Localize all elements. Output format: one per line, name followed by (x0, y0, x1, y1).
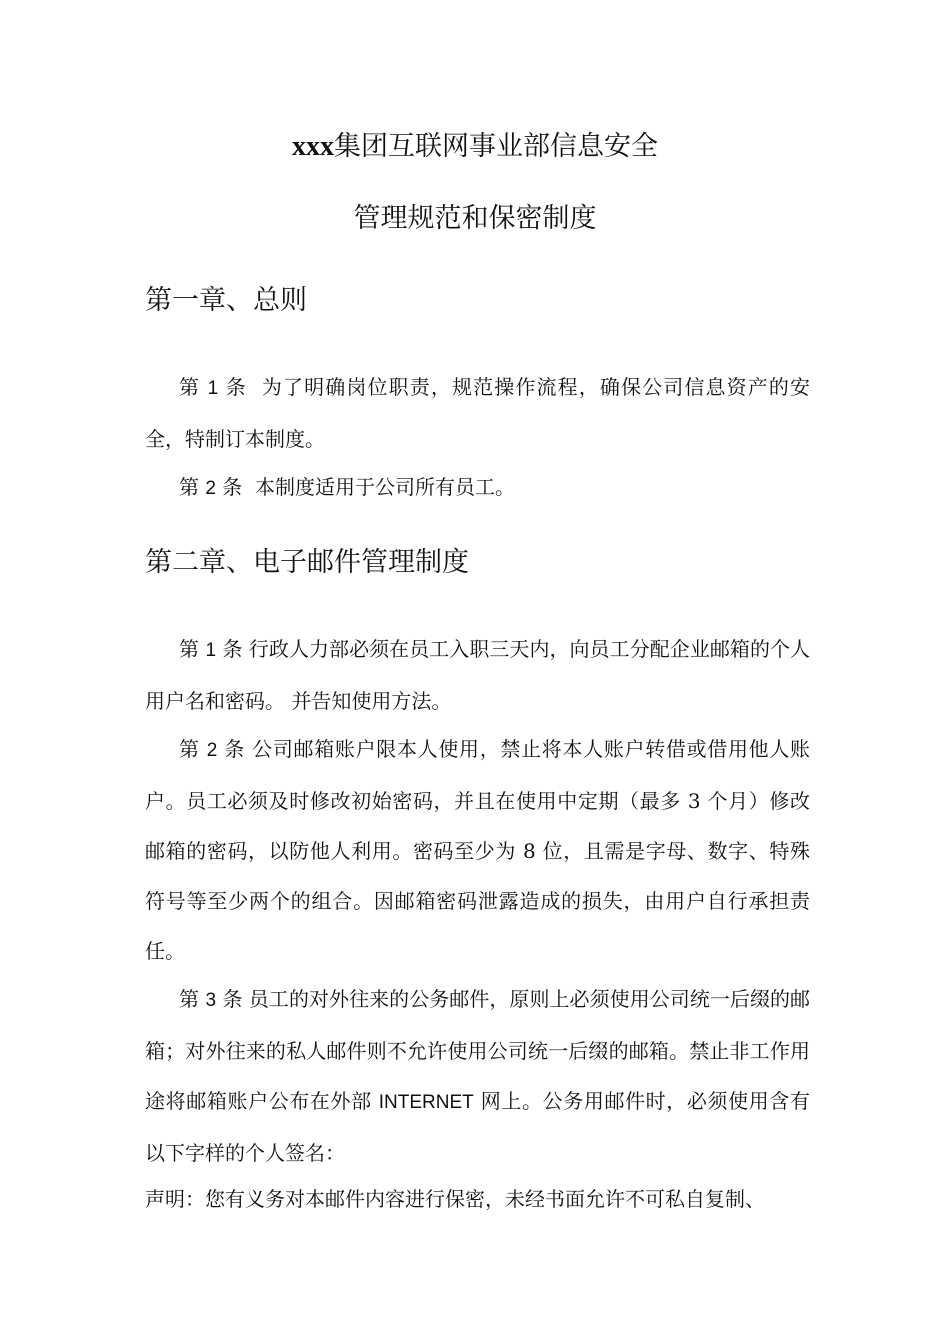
article-paragraph (145, 462, 810, 514)
title-prefix: xxx (292, 131, 334, 162)
article-label: 第 2 条 (179, 737, 246, 761)
article-paragraph (145, 974, 810, 1178)
article-label: 第 1 条 (179, 375, 247, 399)
article-label: 第 2 条 (179, 475, 243, 499)
article-text: 公司邮箱账户限本人使用，禁止将本人账户转借或借用他人账户。员工必须及时修改初始密码，并且在使用中定期（最多 3 个月）修改邮箱的密码，以防他人利用。密码至少为 8 位，且需是字母、数字、特殊符号等至少两个的组合。因邮箱密码泄露造成的损失，由用户自行承担责任。 (145, 737, 811, 963)
article-text-latin: INTERNET (378, 1092, 474, 1113)
article-label: 第 3 条 (179, 987, 243, 1011)
document-title-line-1 (0, 130, 950, 164)
article-text: 为了明确岗位职责，规范操作流程，确保公司信息资产的安全，特制订本制度。 (145, 375, 811, 451)
article-text: 员工的对外往来的公务邮件，原则上必须使用公司统一后缀的邮箱；对外往来的私人邮件则不允许使用公司统一后缀的邮箱。禁止非工作用途将邮箱账户公布在外部 INTERNET 网上。公务用邮件时，必须使用含有以下字样的个人签名： (145, 987, 811, 1165)
title-rest: 集团互联网事业部信息安全 (334, 131, 658, 162)
article-paragraph (145, 624, 810, 726)
article-paragraph (145, 724, 810, 976)
article-paragraph (145, 362, 810, 464)
article-label: 第 1 条 (179, 637, 243, 661)
email-signature-notice: 声明：您有义务对本邮件内容进行保密，未经书面允许不可私自复制、 (145, 1187, 765, 1211)
document-title-line-2: 管理规范和保密制度 (353, 203, 597, 234)
chapter-heading-email-management: 第二章、电子邮件管理制度 (145, 547, 469, 578)
article-text: 本制度适用于公司所有员工。 (255, 475, 516, 499)
chapter-heading-general: 第一章、总则 (145, 285, 307, 316)
article-text: 行政人力部必须在员工入职三天内，向员工分配企业邮箱的个人用户名和密码。 并告知使用方法。 (145, 637, 811, 713)
